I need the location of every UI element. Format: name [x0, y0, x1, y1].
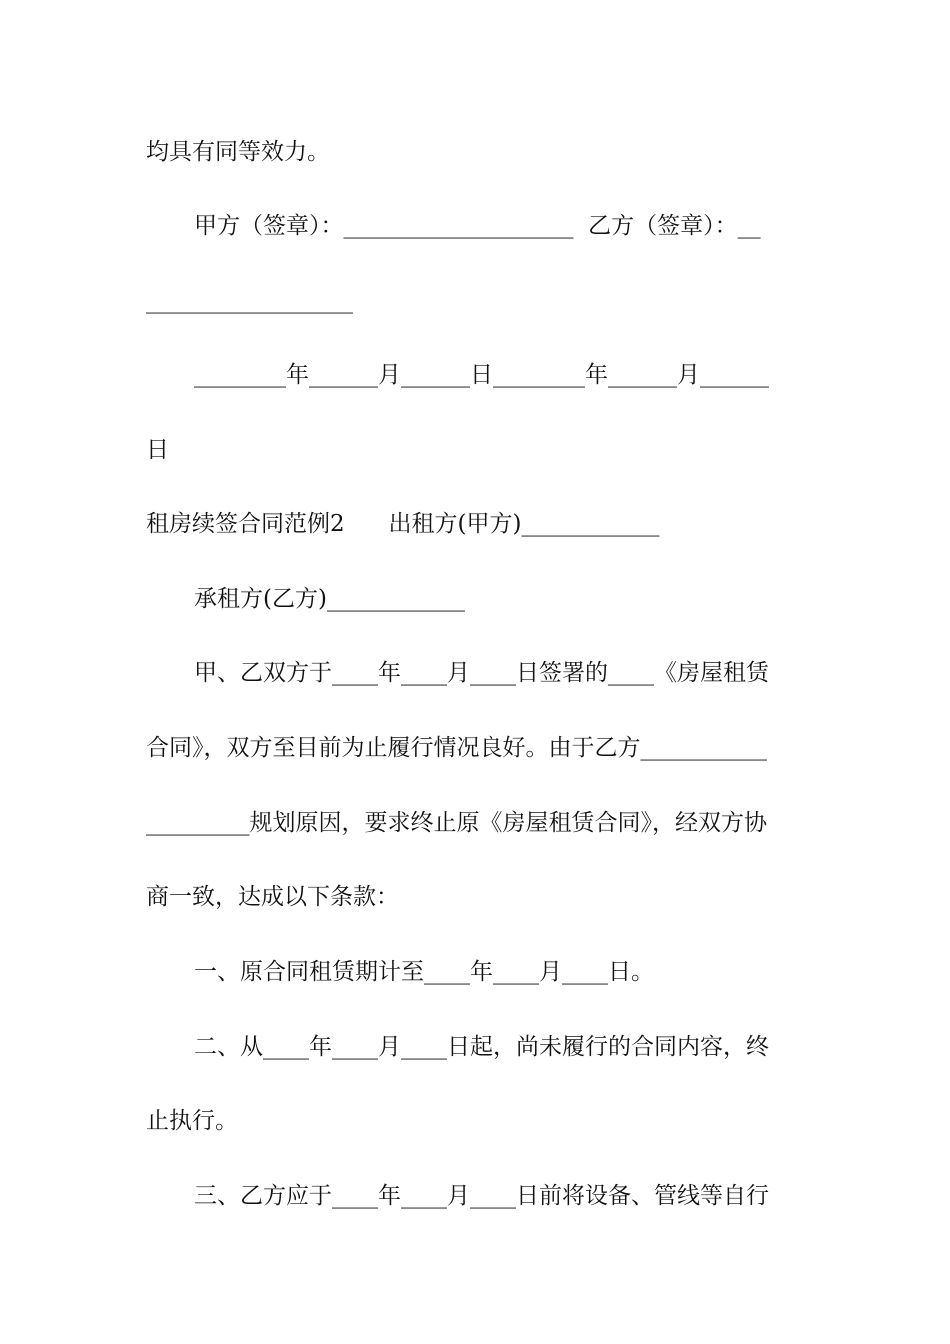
- clause-three: 三、乙方应于____年____月____日前将设备、管线等自行: [194, 1183, 769, 1209]
- date-line: ________年______月______日________年______月______: [194, 362, 769, 388]
- text-line: 均具有同等效力。: [146, 139, 330, 165]
- clause-two: 二、从____年____月____日起，尚未履行的合同内容，终: [194, 1034, 769, 1060]
- date-line-continued: 日: [146, 437, 169, 463]
- paragraph-line: _________规划原因，要求终止原《房屋租赁合同》，经双方协: [146, 810, 767, 836]
- lessee-line: 承租方(乙方)____________: [194, 586, 465, 612]
- clause-one: 一、原合同租赁期计至____年____月____日。: [194, 959, 654, 985]
- clause-two-continued: 止执行。: [146, 1108, 238, 1134]
- paragraph-line: 商一致，达成以下条款：: [146, 884, 399, 910]
- paragraph-line: 甲、乙双方于____年____月____日签署的____《房屋租赁: [194, 660, 769, 686]
- signature-line-continued: __________________: [146, 288, 353, 314]
- paragraph-line: 合同》，双方至目前为止履行情况良好。由于乙方___________: [146, 735, 767, 761]
- section-title-lessor-line: 租房续签合同范例2 出租方(甲方)____________: [146, 511, 660, 537]
- signature-line: 甲方（签章）：____________________ 乙方（签章）：__: [194, 213, 761, 239]
